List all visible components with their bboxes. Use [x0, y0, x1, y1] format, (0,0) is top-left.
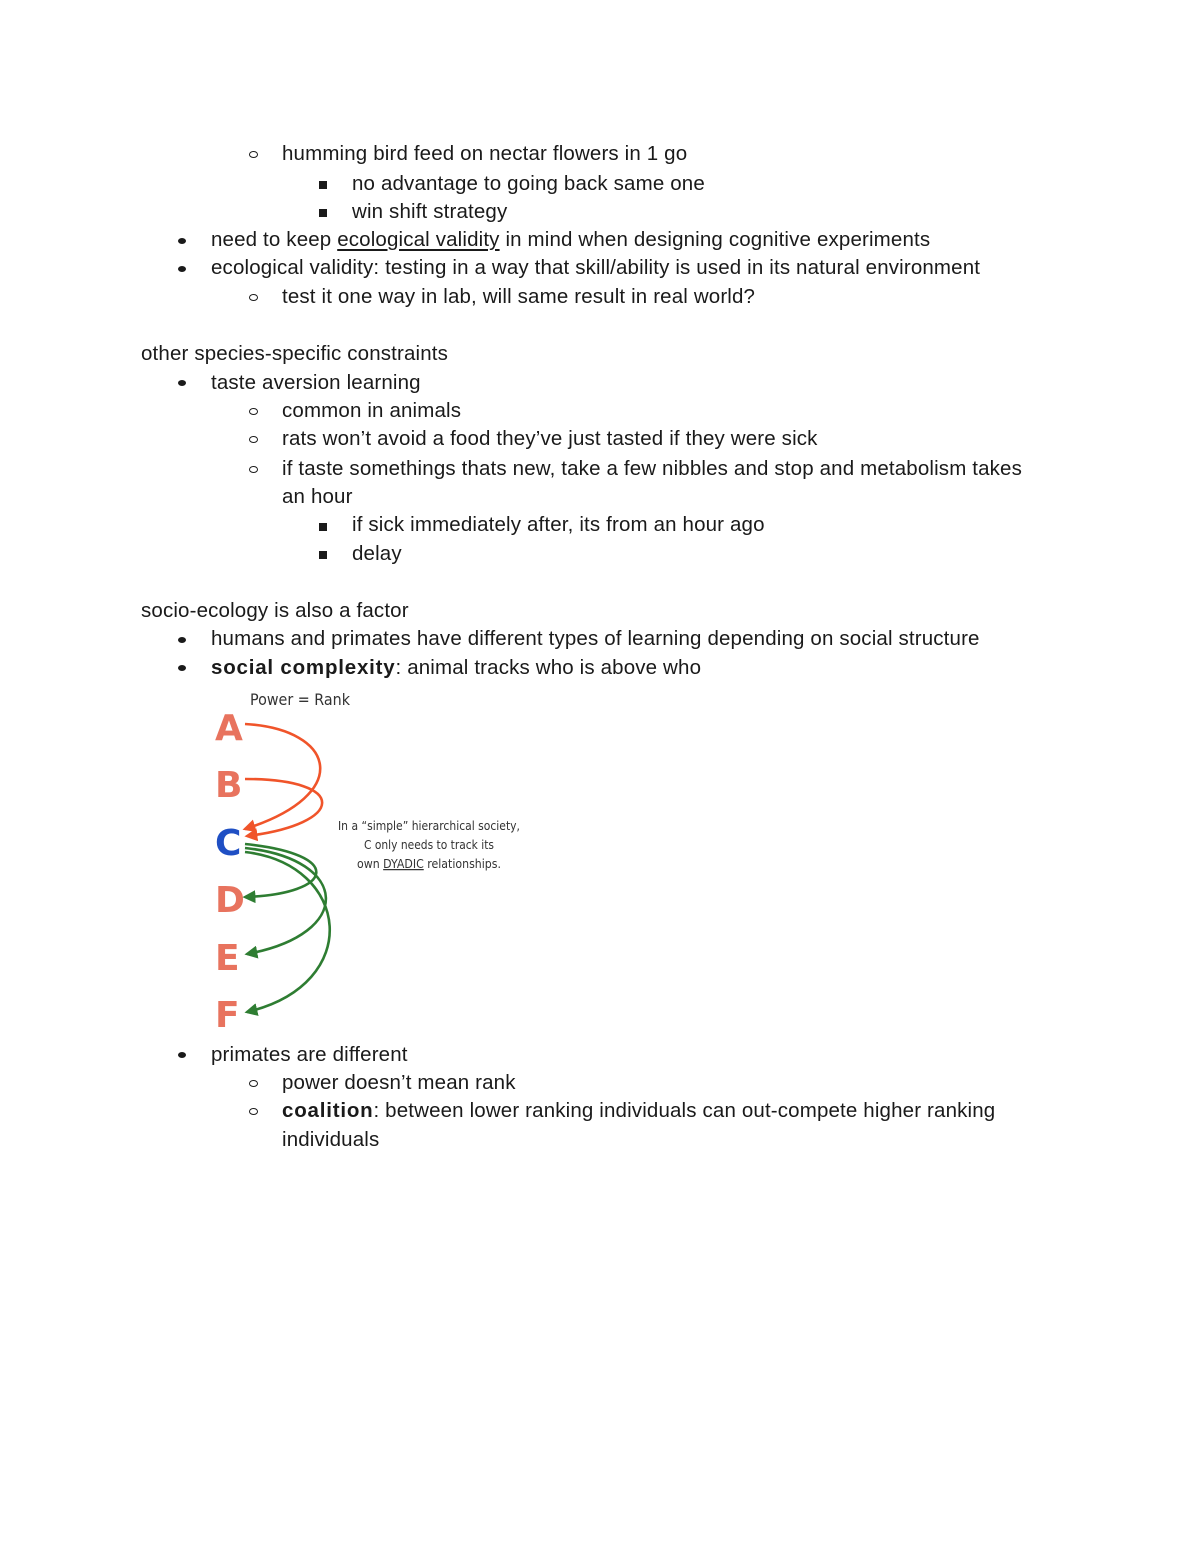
list-item: test it one way in lab, will same result in real world?: [282, 285, 756, 308]
disc-bullet-icon: [178, 238, 186, 244]
list-item-continuation: individuals: [282, 1128, 380, 1151]
list-item-continuation: an hour: [282, 485, 353, 508]
rank-letter-e: E: [215, 938, 240, 979]
rank-letter-d: D: [215, 880, 245, 921]
circle-bullet-icon: [249, 294, 258, 301]
list-item: delay: [352, 542, 402, 565]
dyadic-term: DYADIC: [383, 856, 430, 871]
section-heading: other species-specific constraints: [141, 342, 449, 365]
rank-letter-c: C: [215, 823, 242, 864]
list-item: if sick immediately after, its from an hour ago: [352, 513, 765, 536]
arrow-b-to-c: [245, 779, 322, 836]
square-bullet-icon: [319, 209, 327, 217]
rank-letter-a: A: [215, 708, 243, 749]
list-item: no advantage to going back same one: [352, 172, 705, 195]
disc-bullet-icon: [178, 266, 186, 272]
circle-bullet-icon: [249, 466, 258, 473]
circle-bullet-icon: [249, 1080, 258, 1087]
list-item: coalition: between lower ranking individuals can out-compete higher ranking: [282, 1099, 996, 1122]
list-item: humming bird feed on nectar flowers in 1 go: [282, 142, 688, 165]
disc-bullet-icon: [178, 637, 186, 643]
figure-caption-line3: own DYADIC relationships.: [357, 856, 512, 871]
list-item: need to keep ecological validity in mind when designing cognitive experiments: [211, 228, 931, 251]
figure-caption-line2: C only needs to track its: [364, 837, 494, 852]
square-bullet-icon: [319, 523, 327, 531]
disc-bullet-icon: [178, 1052, 186, 1058]
hierarchy-figure: [205, 684, 535, 1034]
section-heading: socio-ecology is also a factor: [141, 599, 409, 622]
square-bullet-icon: [319, 181, 327, 189]
circle-bullet-icon: [249, 151, 258, 158]
arrow-a-to-c: [245, 724, 320, 829]
disc-bullet-icon: [178, 380, 186, 386]
figure-title: Power = Rank: [250, 690, 351, 709]
list-item: taste aversion learning: [211, 371, 421, 394]
bold-term: social complexity: [211, 656, 396, 679]
list-item: humans and primates have different types of learning depending on social structure: [211, 627, 980, 650]
list-item: if taste somethings thats new, take a few nibbles and stop and metabolism takes: [282, 457, 1023, 480]
list-item: primates are different: [211, 1043, 408, 1066]
list-item: win shift strategy: [352, 200, 508, 223]
list-item: social complexity: animal tracks who is above who: [211, 656, 702, 679]
square-bullet-icon: [319, 551, 327, 559]
rank-letter-f: F: [215, 995, 240, 1034]
circle-bullet-icon: [249, 436, 258, 443]
underlined-term: ecological validity: [337, 228, 500, 251]
disc-bullet-icon: [178, 665, 186, 671]
bold-term: coalition: [282, 1099, 374, 1122]
list-item: ecological validity: testing in a way that skill/ability is used in its natural environment: [211, 256, 981, 279]
circle-bullet-icon: [249, 408, 258, 415]
rank-letter-b: B: [215, 765, 243, 806]
list-item: rats won’t avoid a food they’ve just tasted if they were sick: [282, 427, 818, 450]
circle-bullet-icon: [249, 1108, 258, 1115]
list-item: power doesn’t mean rank: [282, 1071, 516, 1094]
figure-caption-line1: In a “simple” hierarchical society,: [338, 818, 520, 833]
arrow-c-to-d: [245, 844, 316, 897]
list-item: common in animals: [282, 399, 462, 422]
